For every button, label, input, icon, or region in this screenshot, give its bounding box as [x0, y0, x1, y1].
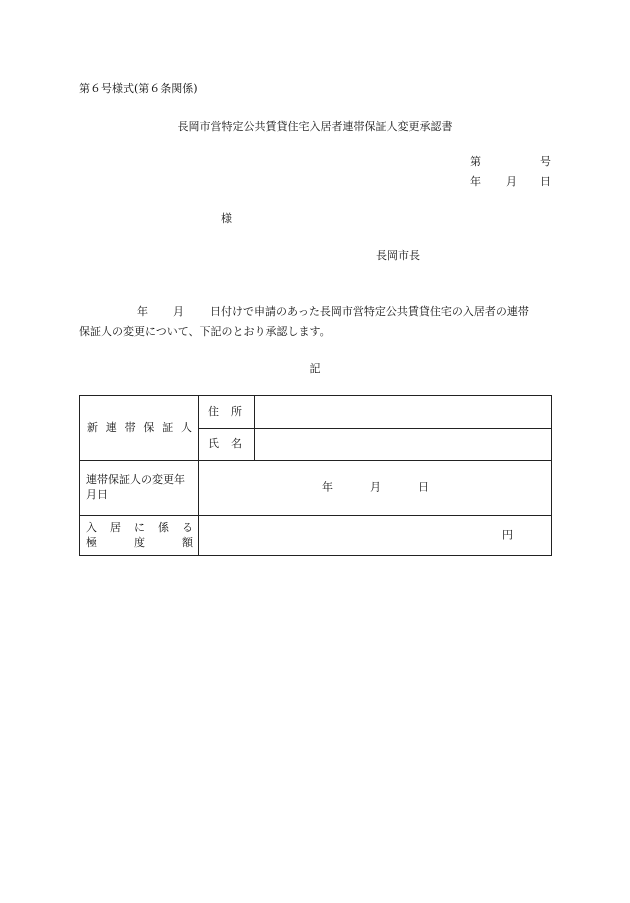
document-number-suffix: 号: [540, 155, 551, 168]
form-number-label: 第６号様式(第６条関係): [79, 82, 198, 95]
limit-amount-label: [80, 521, 198, 551]
limit-amount-label-line2-char: 額: [182, 535, 193, 549]
limit-amount-label-line1-char: 係: [158, 520, 169, 534]
ki-heading: 記: [309, 362, 321, 375]
issue-date-year: 年: [470, 175, 481, 188]
new-guarantor-label-char: 帯: [124, 420, 136, 434]
address-label-char: 所: [231, 404, 242, 418]
document-number-prefix: 第: [470, 155, 481, 168]
new-guarantor-label-char: 人: [180, 420, 192, 434]
change-date-label: 連帯保証人の変更年月日: [86, 473, 185, 501]
body-year: 年: [137, 305, 148, 318]
limit-amount-field[interactable]: [199, 516, 552, 556]
new-guarantor-label-cell: [80, 396, 199, 461]
limit-amount-label-cell: [80, 516, 199, 556]
body-text-line2: 保証人の変更について、下記のとおり承認します。: [79, 325, 331, 338]
details-table: [79, 395, 552, 556]
limit-amount-label-line1-char: る: [182, 520, 193, 534]
new-guarantor-label-char: 新: [87, 420, 98, 434]
change-date-year: 年: [322, 480, 333, 494]
new-guarantor-label: [80, 421, 198, 436]
change-date-month: 月: [370, 480, 381, 494]
limit-amount-label-line2-char: 極: [86, 535, 97, 549]
issue-date-day: 日: [540, 175, 551, 188]
issue-date-month: 月: [506, 175, 517, 188]
limit-amount-label-line1-char: 居: [110, 520, 121, 534]
new-guarantor-label-char: 証: [162, 420, 174, 434]
limit-amount-label-line2-char: 度: [134, 535, 145, 549]
name-field[interactable]: [255, 429, 552, 461]
change-date-label-cell: [80, 461, 199, 516]
name-label-char: 氏: [208, 437, 219, 451]
address-label-cell: [199, 396, 255, 429]
name-label: [199, 437, 254, 452]
document-title: 長岡市営特定公共賃貸住宅入居者連帯保証人変更承認書: [177, 120, 453, 133]
limit-amount-label-line2: [86, 536, 193, 551]
issuer-name: 長岡市長: [376, 249, 420, 262]
address-label-char: 住: [208, 404, 219, 418]
body-text-rest: 日付けで申請のあった長岡市営特定公共賃貸住宅の入居者の連帯: [210, 305, 529, 318]
addressee-honorific: 様: [221, 212, 232, 225]
limit-amount-label-line1-char: 入: [86, 520, 97, 534]
change-date-day: 日: [418, 480, 429, 494]
limit-amount-unit: 円: [502, 528, 513, 542]
name-label-char: 名: [231, 437, 242, 451]
new-guarantor-label-char: 連: [105, 420, 117, 434]
address-field[interactable]: [255, 396, 552, 429]
new-guarantor-label-char: 保: [143, 420, 155, 434]
body-month: 月: [173, 305, 184, 318]
address-label: [199, 405, 254, 420]
name-label-cell: [199, 429, 255, 461]
change-date-field[interactable]: [199, 461, 552, 516]
limit-amount-label-line1: [86, 521, 193, 536]
limit-amount-label-line1-char: に: [134, 520, 145, 534]
